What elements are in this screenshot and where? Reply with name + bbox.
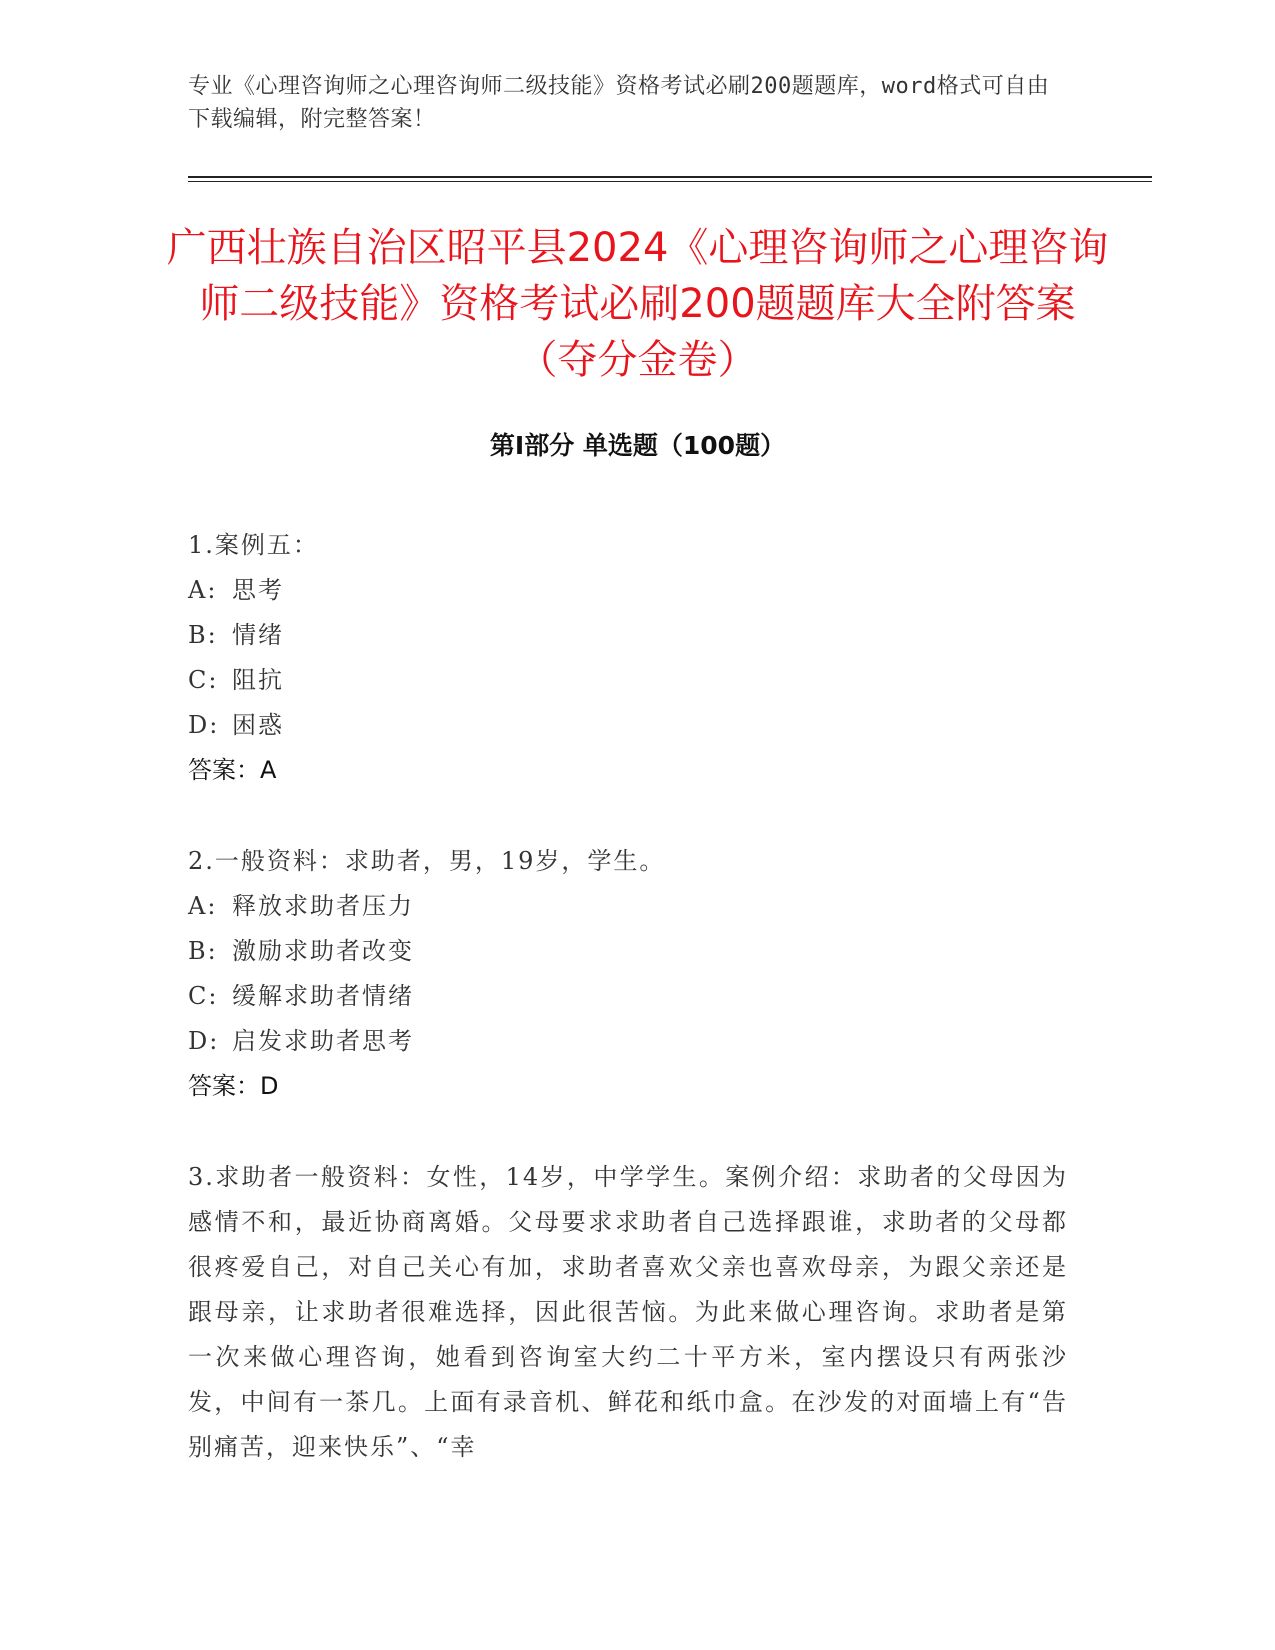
option-letter: B: [188,937,218,965]
option-text: 释放求助者压力 [232,892,414,920]
answer-line: 答案：A [188,756,277,784]
option-c [188,974,1068,1019]
option-letter: D: [188,711,220,739]
question-stem: 1.案例五： [188,531,319,559]
option-letter: A: [188,576,218,604]
option-d [188,1019,1068,1064]
question-stem: 3.求助者一般资料：女性，14岁，中学学生。案例介绍：求助者的父母因为感情不和，最近协商离婚。父母要求求助者自己选择跟谁，求助者的父母都很疼爱自己，对自己关心有加，求助者喜欢父亲也喜欢母亲，为跟父亲还是跟母亲，让求助者很难选择，因此很苦恼。为此来做心理咨询。求助者是第一次来做心理咨询，她看到咨询室大约二十平方米，室内摆设只有两张沙发，中间有一茶几。上面有录音机、鲜花和纸巾盒。在沙发的对面墙上有“告别痛苦，迎来快乐”、“幸 [188,1163,1068,1461]
option-b [188,929,1068,974]
option-b [188,613,1068,658]
option-letter: C: [188,982,219,1010]
option-a [188,568,1068,613]
option-text: 困惑 [232,711,284,739]
option-d [188,703,1068,748]
option-letter: A: [188,892,218,920]
answer-line: 答案：D [188,1072,279,1100]
option-text: 思考 [232,576,284,604]
header-note: 专业《心理咨询师之心理咨询师二级技能》资格考试必刷200题题库，word格式可自由下载编辑，附完整答案！ [188,74,1050,132]
option-text: 激励求助者改变 [232,937,414,965]
question-3 [188,1155,1068,1470]
question-list [188,523,1068,1516]
option-letter: D: [188,1027,220,1055]
question-2 [188,839,1068,1109]
option-a [188,884,1068,929]
option-text: 启发求助者思考 [232,1027,414,1055]
question-1 [188,523,1068,793]
option-text: 阻抗 [232,666,284,694]
header-rule-thin [188,181,1152,182]
option-letter: B: [188,621,218,649]
document-title: 广西壮族自治区昭平县2024《心理咨询师之心理咨询师二级技能》资格考试必刷200题题库大全附答案（夺分金卷） [166,225,1109,383]
header-rule-thick [188,176,1152,178]
option-letter: C: [188,666,219,694]
option-text: 情绪 [232,621,284,649]
option-text: 缓解求助者情绪 [232,982,414,1010]
option-c [188,658,1068,703]
section-heading: 第I部分 单选题（100题） [489,431,786,460]
question-stem: 2.一般资料：求助者，男，19岁，学生。 [188,847,666,875]
